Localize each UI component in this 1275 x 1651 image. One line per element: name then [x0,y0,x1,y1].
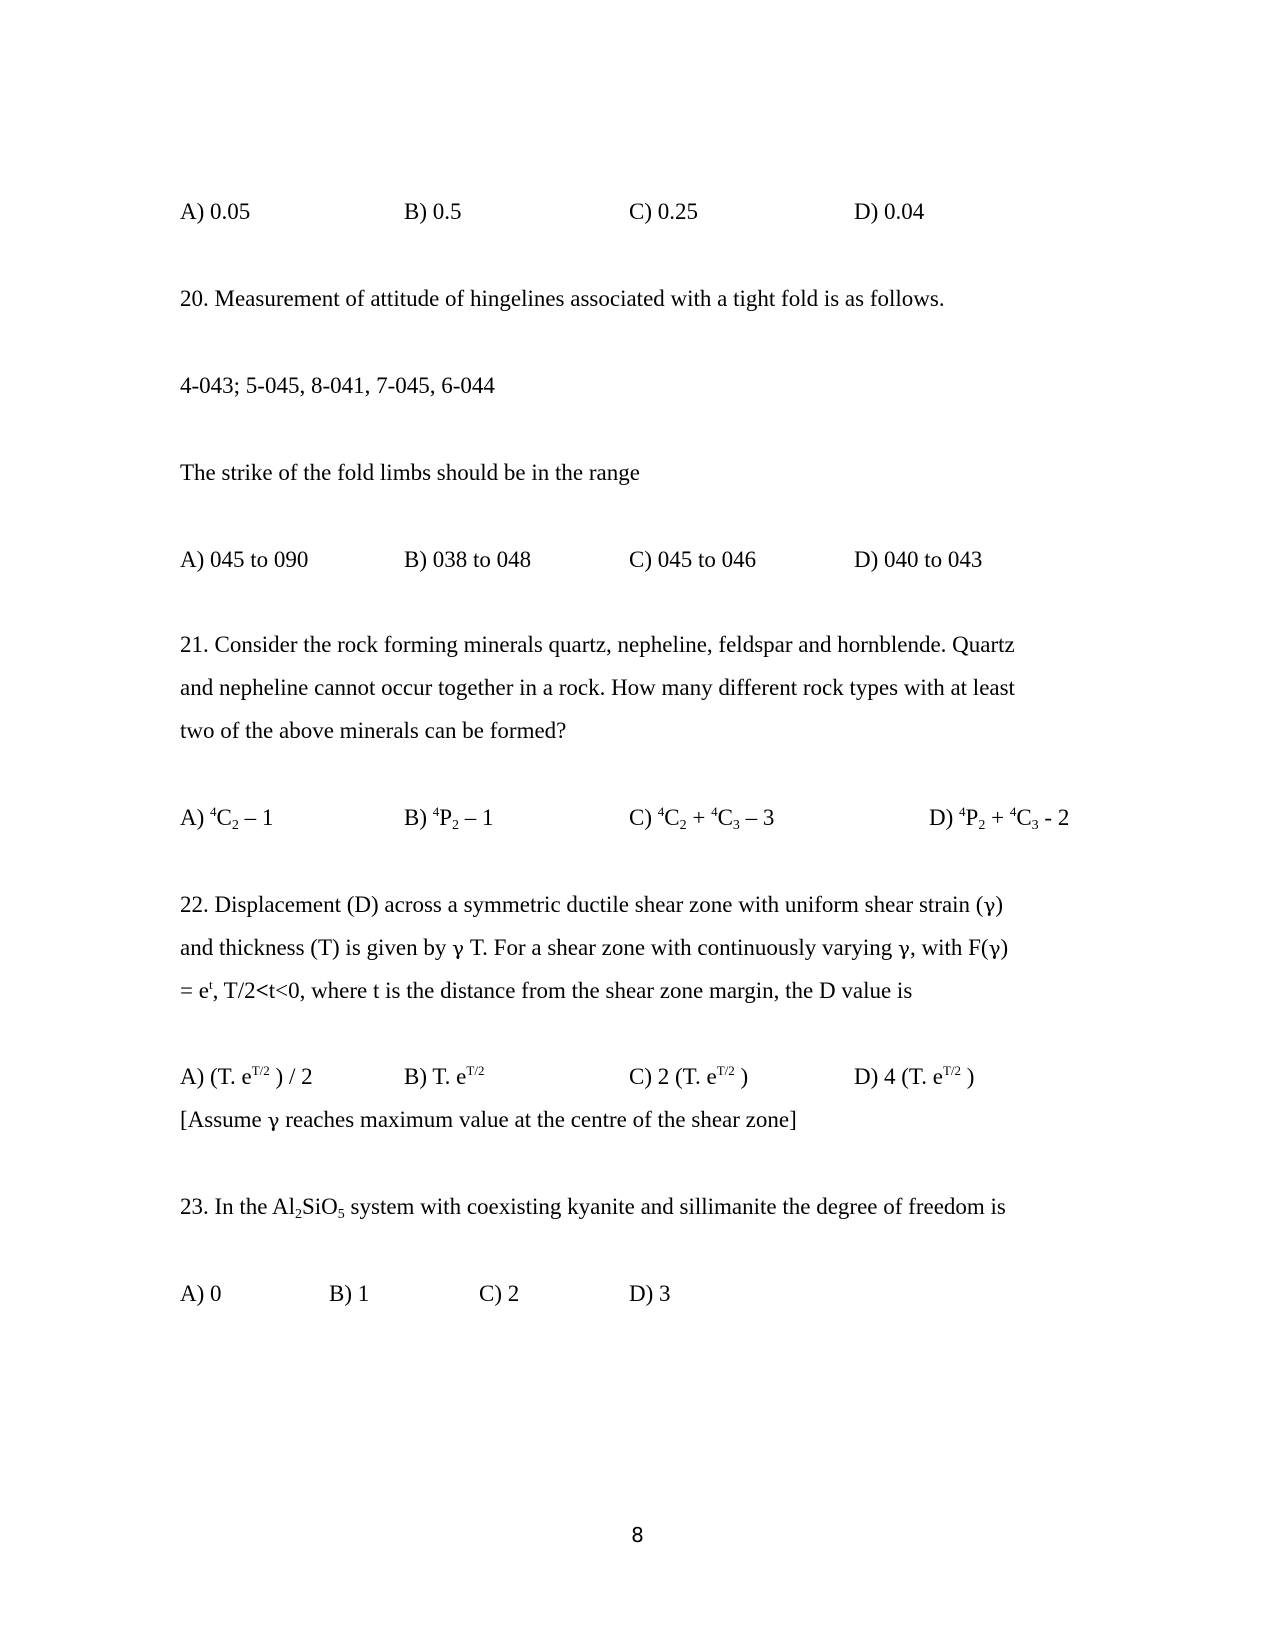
q22-line-2: and thickness (T) is given by γ T. For a shear zone with continuously varying γ, with F(γ) [180,935,1009,960]
q20-data: 4-043; 5-045, 8-041, 7-045, 6-044 [180,373,495,398]
q21-line-2: and nepheline cannot occur together in a rock. How many different rock types with at least [180,675,1015,700]
q23-option-b: B) 1 [329,1281,370,1306]
q19-option-a: A) 0.05 [180,199,251,224]
q21-line-3: two of the above minerals can be formed? [180,718,567,743]
q20-options [180,545,1120,575]
q23-stem: 23. In the $Al_2SiO_5$ system with coexisting kyanite and sillimanite the degree of freedom is [180,1194,1006,1222]
q20-option-a: A) 045 to 090 [180,547,309,572]
q20-prompt: The strike of the fold limbs should be in the range [180,460,640,485]
q22-options [180,1062,1120,1092]
q19-option-d: D) 0.04 [854,199,925,224]
q19-options [180,197,1120,227]
q22-option-b: B) T. $e^{T/2}$ [404,1063,485,1089]
q21-options [180,803,1120,833]
q22-option-a: A) (T. $e^{T/2}$ ) / 2 [180,1063,313,1089]
q23-options [180,1279,1120,1309]
q21-option-d: D) $^4P_2 + ^4C_3 - 2$ [929,804,1070,833]
q19-option-c: C) 0.25 [629,199,698,224]
q22-line-1: 22. Displacement (D) across a symmetric ductile shear zone with uniform shear strain (γ) [180,892,1004,917]
q22-note: [Assume γ reaches maximum value at the centre of the shear zone] [180,1107,797,1132]
q21-option-c: C) $^4C_2 + ^4C_3 - 3$ [629,804,775,833]
q23-option-d: D) 3 [629,1281,671,1306]
q20-option-b: B) 038 to 048 [404,547,532,572]
q23-option-a: A) 0 [180,1281,222,1306]
q19-option-b: B) 0.5 [404,199,462,224]
q21-option-a: A) $^4C_2 - 1$ [180,804,274,833]
q22-line-3: = $e^t$, T/2<t<0, where t is the distance from the shear zone margin, the D value is [180,977,913,1003]
q23-option-c: C) 2 [479,1281,520,1306]
q22-option-d: D) 4 (T. $e^{T/2}$ ) [854,1063,975,1089]
q21-option-b: B) $^4P_2 - 1$ [404,804,494,833]
q20-stem: 20. Measurement of attitude of hingelines associated with a tight fold is as follows. [180,286,945,311]
q20-option-d: D) 040 to 043 [854,547,983,572]
q20-option-c: C) 045 to 046 [629,547,757,572]
q22-option-c: C) 2 (T. $e^{T/2}$ ) [629,1063,749,1089]
q21-line-1: 21. Consider the rock forming minerals quartz, nepheline, feldspar and hornblende. Quartz [180,632,1015,657]
page-number: 8 [631,1523,644,1547]
